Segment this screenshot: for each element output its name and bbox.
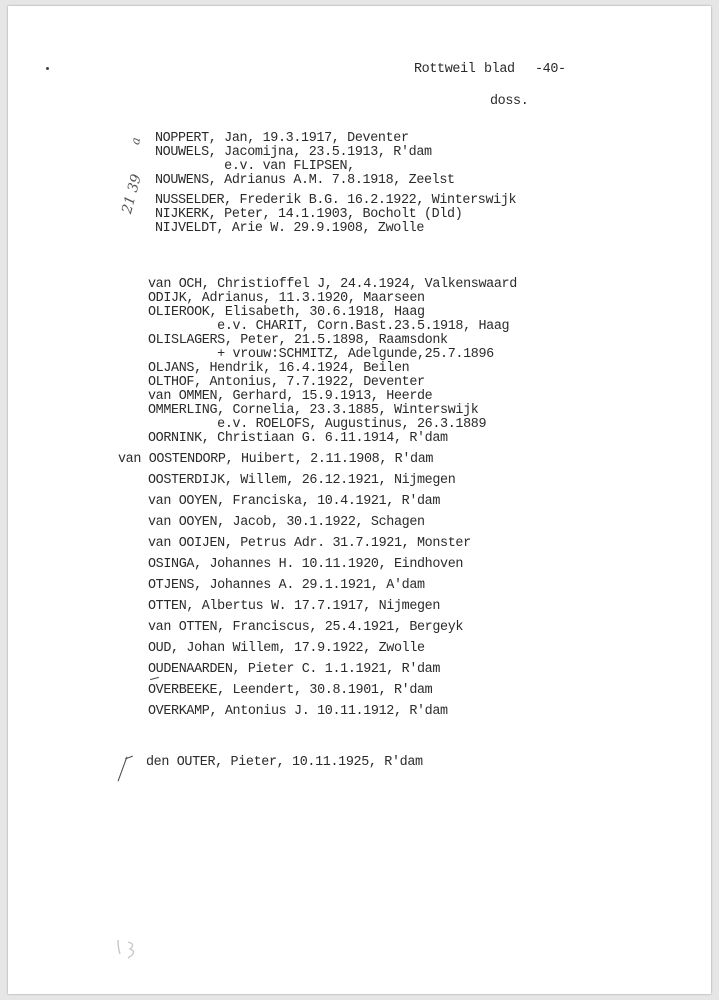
entry-line: + vrouw:SCHMITZ, Adelgunde,25.7.1896 (148, 347, 494, 362)
entry-line: van OOYEN, Franciska, 10.4.1921, R'dam (148, 494, 441, 509)
entry-line: van OOYEN, Jacob, 30.1.1922, Schagen (148, 515, 425, 530)
entry-line: e.v. van FLIPSEN, (155, 159, 355, 174)
header-blad: blad (484, 62, 515, 77)
entry-line: e.v. ROELOFS, Augustinus, 26.3.1889 (148, 417, 487, 432)
header-place: Rottweil (414, 62, 476, 77)
entry-line: OMMERLING, Cornelia, 23.3.1885, Winterswijk (148, 403, 479, 418)
speck-mark (46, 67, 49, 70)
entry-line: van OOIJEN, Petrus Adr. 31.7.1921, Monster (148, 536, 471, 551)
entry-line: van OMMEN, Gerhard, 15.9.1913, Heerde (148, 389, 433, 404)
entry-line: OORNINK, Christiaan G. 6.11.1914, R'dam (148, 431, 448, 446)
faint-stamp-mark (114, 934, 144, 962)
entry-line: OLTHOF, Antonius, 7.7.1922, Deventer (148, 375, 425, 390)
entry-line: OTJENS, Johannes A. 29.1.1921, A'dam (148, 578, 425, 593)
entry-line: e.v. CHARIT, Corn.Bast.23.5.1918, Haag (148, 319, 510, 334)
margin-handwritten-note: 21 39 (119, 172, 145, 216)
header-doss: doss. (490, 94, 529, 109)
entry-line: NUSSELDER, Frederik B.G. 16.2.1922, Winterswijk (155, 193, 517, 208)
entry-line: OOSTERDIJK, Willem, 26.12.1921, Nijmegen (148, 473, 456, 488)
pencil-stroke-mark (118, 757, 128, 782)
entry-line: NIJKERK, Peter, 14.1.1903, Bocholt (Dld) (155, 207, 463, 222)
entry-line: NIJVELDT, Arie W. 29.9.1908, Zwolle (155, 221, 424, 236)
entry-line: van OOSTENDORP, Huibert, 2.11.1908, R'dam (118, 452, 434, 467)
entry-line: van OCH, Christioffel J, 24.4.1924, Valkenswaard (148, 277, 517, 292)
entry-line: OLJANS, Hendrik, 16.4.1924, Beilen (148, 361, 410, 376)
document-page (8, 6, 711, 994)
entry-line: OLIEROOK, Elisabeth, 30.6.1918, Haag (148, 305, 425, 320)
entry-line: NOUWELS, Jacomijna, 23.5.1913, R'dam (155, 145, 432, 160)
margin-handwritten-a: a (128, 136, 144, 146)
entry-line: OVERKAMP, Antonius J. 10.11.1912, R'dam (148, 704, 448, 719)
entry-line: OTTEN, Albertus W. 17.7.1917, Nijmegen (148, 599, 441, 614)
entry-line: ODIJK, Adrianus, 11.3.1920, Maarseen (148, 291, 425, 306)
entry-line: NOPPERT, Jan, 19.3.1917, Deventer (155, 131, 409, 146)
entry-line: van OTTEN, Franciscus, 25.4.1921, Bergeyk (148, 620, 464, 635)
pencil-tick-mark (150, 677, 159, 680)
entry-line: OLISLAGERS, Peter, 21.5.1898, Raamsdonk (148, 333, 448, 348)
entry-line: OSINGA, Johannes H. 10.11.1920, Eindhoven (148, 557, 464, 572)
entry-line: OVERBEEKE, Leendert, 30.8.1901, R'dam (148, 683, 433, 698)
entry-line: den OUTER, Pieter, 10.11.1925, R'dam (146, 755, 423, 770)
entry-line: OUD, Johan Willem, 17.9.1922, Zwolle (148, 641, 425, 656)
header-page-number: -40- (535, 62, 566, 77)
entry-line: OUDENAARDEN, Pieter C. 1.1.1921, R'dam (148, 662, 441, 677)
entry-line: NOUWENS, Adrianus A.M. 7.8.1918, Zeelst (155, 173, 455, 188)
